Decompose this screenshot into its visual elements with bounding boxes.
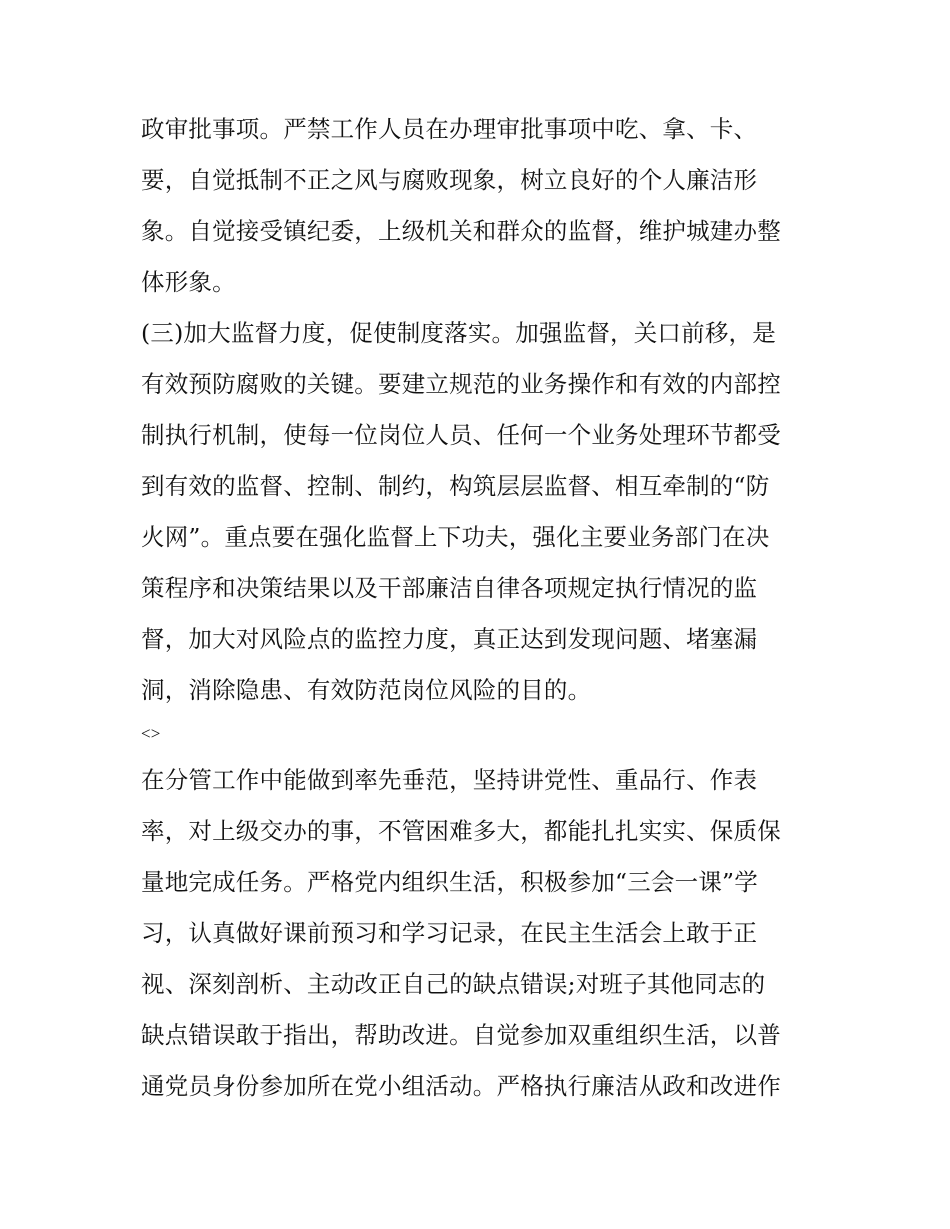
text-line: 督，加大对风险点的监控力度，真正达到发现问题、堵塞漏 [141,625,758,653]
text-line: 象。自觉接受镇纪委，上级机关和群众的监督，维护城建办整 [141,217,781,245]
text-line: 策程序和决策结果以及干部廉洁自律各项规定执行情况的监 [141,574,758,602]
text-line: 洞，消除隐患、有效防范岗位风险的目的。 [141,676,592,704]
text-line: 有效预防腐败的关键。要建立规范的业务操作和有效的内部控 [141,370,781,398]
text-line: 率，对上级交办的事，不管困难多大，都能扎扎实实、保质保 [141,817,781,845]
text-line: 量地完成任务。严格党内组织生活，积极参加“三会一课”学 [141,868,758,896]
text-line: 制执行机制，使每一位岗位人员、任何一个业务处理环节都受 [141,421,781,449]
text-line: 通党员身份参加所在党小组活动。严格执行廉洁从政和改进作 [141,1072,781,1100]
text-line: 在分管工作中能做到率先垂范，坚持讲党性、重品行、作表 [141,766,758,794]
text-line: 到有效的监督、控制、制约，构筑层层监督、相互牵制的“防 [141,472,770,500]
section-marker: <> [141,724,161,743]
text-line: 视、深刻剖析、主动改正自己的缺点错误;对班子其他同志的 [141,970,766,998]
text-line: 体形象。 [141,268,236,296]
text-line: 习，认真做好课前预习和学习记录，在民主生活会上敢于正 [141,919,758,947]
text-line: 政审批事项。严禁工作人员在办理审批事项中吃、拿、卡、 [141,115,758,143]
text-line: 缺点错误敢于指出，帮助改进。自觉参加双重组织生活，以普 [141,1021,781,1049]
text-line: (三)加大监督力度，促使制度落实。加强监督，关口前移，是 [141,319,776,347]
text-line: 要，自觉抵制不正之风与腐败现象，树立良好的个人廉洁形 [141,166,758,194]
text-line: 火网”。重点要在强化监督上下功夫，强化主要业务部门在决 [141,523,770,551]
